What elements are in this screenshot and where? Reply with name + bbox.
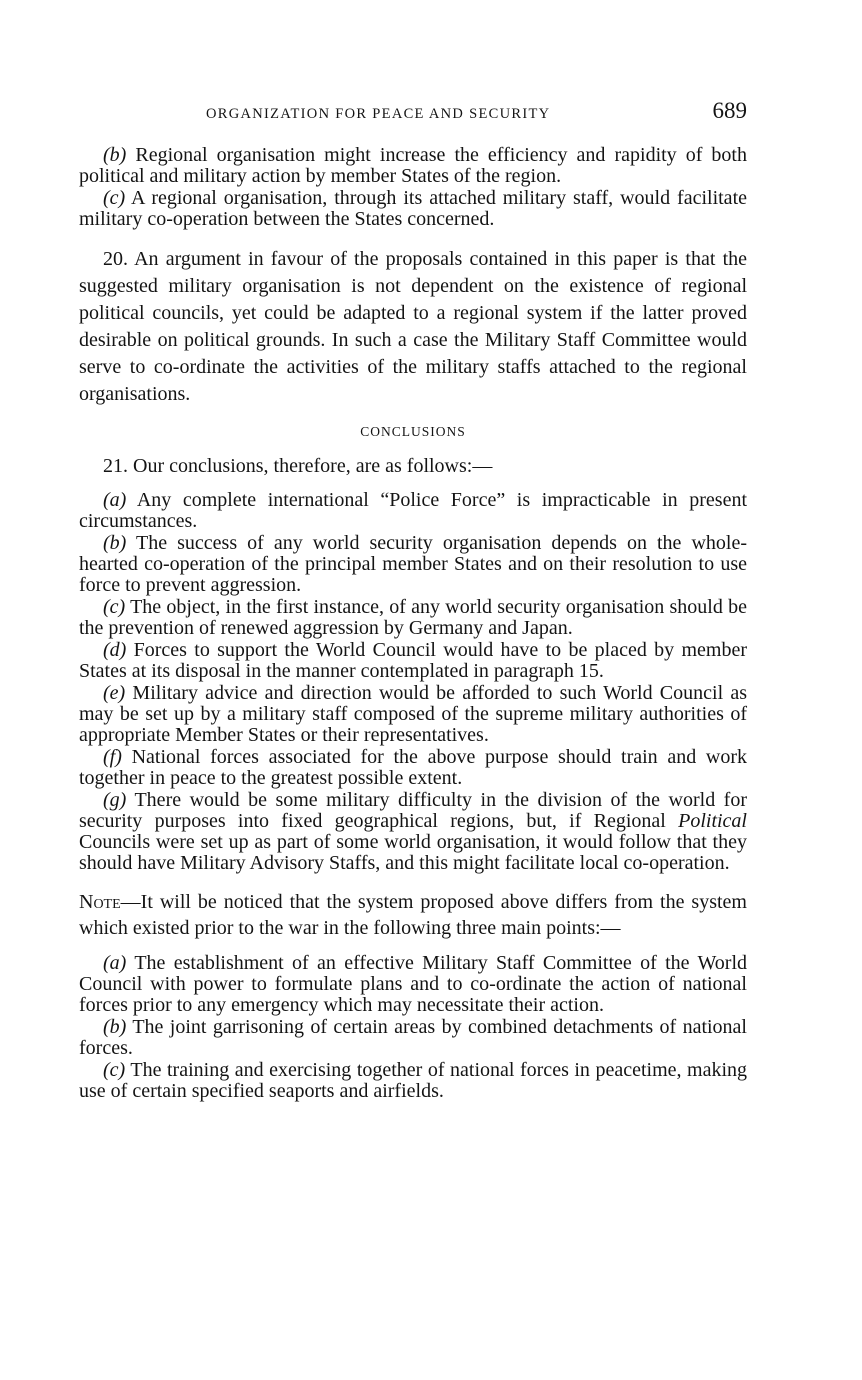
item-label: (b) bbox=[103, 1016, 127, 1038]
item-label: (f) bbox=[103, 746, 122, 768]
continued-list bbox=[79, 145, 747, 230]
item-text: The joint garrisoning of certain areas by combined detachments of national forces. bbox=[79, 1016, 747, 1059]
item-label: (a) bbox=[103, 952, 127, 974]
running-header bbox=[79, 96, 747, 136]
item-label: (a) bbox=[103, 489, 127, 511]
list-item bbox=[79, 790, 747, 874]
list-item bbox=[79, 640, 747, 682]
item-text: The object, in the first instance, of any world security organisation should be the prevention of renewed aggression by Germany and Japan. bbox=[79, 596, 747, 639]
note-text: —It will be noticed that the system proposed above differs from the system which existed prior to the war in the following three main points:— bbox=[79, 891, 747, 939]
item-text: The training and exercising together of national forces in peacetime, making use of certain specified seaports and airfields. bbox=[79, 1059, 748, 1102]
section-heading: CONCLUSIONS bbox=[360, 424, 466, 439]
item-text-italic: Political bbox=[678, 810, 747, 832]
list-item bbox=[79, 1060, 747, 1102]
paragraph-20: 20. An argument in favour of the proposals contained in this paper is that the suggested military organisation is not dependent on the existence of regional political councils, yet could be adapted to a regional system if the latter proved desirable on political grounds. In such a case the Military Staff Committee would serve to co-ordinate the activities of the military staffs attached to the regional organisations. bbox=[79, 248, 747, 405]
item-label: (b) bbox=[103, 532, 127, 554]
item-text: The success of any world security organisation depends on the whole-hearted co-operation of the principal member States and on their resolution to use force to prevent aggression. bbox=[79, 532, 747, 596]
paragraph-21: 21. Our conclusions, therefore, are as follows:— bbox=[103, 455, 493, 477]
conclusions-list bbox=[79, 490, 747, 874]
list-item bbox=[79, 597, 747, 639]
item-text: Military advice and direction would be afforded to such World Council as may be set up by a military staff composed of the supreme military authorities of appropriate Member States or their representatives. bbox=[79, 682, 747, 746]
item-text: Any complete international “Police Force” is impracticable in present circumstances. bbox=[79, 489, 748, 532]
list-item bbox=[79, 490, 747, 532]
list-item bbox=[79, 1017, 747, 1059]
document-page bbox=[79, 96, 747, 1102]
item-text: Councils were set up as part of some world organisation, it would follow that they should have Military Advisory Staffs, and this might facilitate local co-operation. bbox=[79, 831, 747, 874]
item-label: (c) bbox=[103, 187, 126, 209]
list-item bbox=[79, 683, 747, 746]
item-label: (d) bbox=[103, 639, 127, 661]
list-item bbox=[79, 953, 747, 1016]
page-number: 689 bbox=[712, 98, 747, 123]
item-text: There would be some military difficulty in the division of the world for security purposes into fixed geographical regions, but, if Regional bbox=[79, 789, 748, 832]
note-list bbox=[79, 953, 747, 1102]
item-text: National forces associated for the above purpose should train and work together in peace to the greatest possible extent. bbox=[79, 746, 747, 789]
list-item bbox=[79, 747, 747, 789]
item-text: A regional organisation, through its attached military staff, would facilitate military co-operation between the States concerned. bbox=[79, 187, 747, 230]
item-label: (b) bbox=[103, 144, 127, 166]
list-item bbox=[79, 188, 747, 230]
item-text: Forces to support the World Council would have to be placed by member States at its disposal in the manner contemplated in paragraph 15. bbox=[79, 639, 747, 682]
item-label: (g) bbox=[103, 789, 127, 811]
item-label: (c) bbox=[103, 596, 126, 618]
list-item bbox=[79, 533, 747, 596]
item-text: The establishment of an effective Military Staff Committee of the World Council with power to formulate plans and to co-ordinate the action of national forces prior to any emergency which may necessitate their action. bbox=[79, 952, 748, 1016]
note-paragraph bbox=[79, 889, 747, 941]
running-title: ORGANIZATION FOR PEACE AND SECURITY bbox=[206, 106, 551, 122]
item-text: Regional organisation might increase the efficiency and rapidity of both political and military action by member States of the region. bbox=[79, 144, 747, 187]
item-label: (e) bbox=[103, 682, 126, 704]
note-label: Note bbox=[79, 891, 121, 913]
item-label: (c) bbox=[103, 1059, 126, 1081]
list-item bbox=[79, 145, 747, 187]
